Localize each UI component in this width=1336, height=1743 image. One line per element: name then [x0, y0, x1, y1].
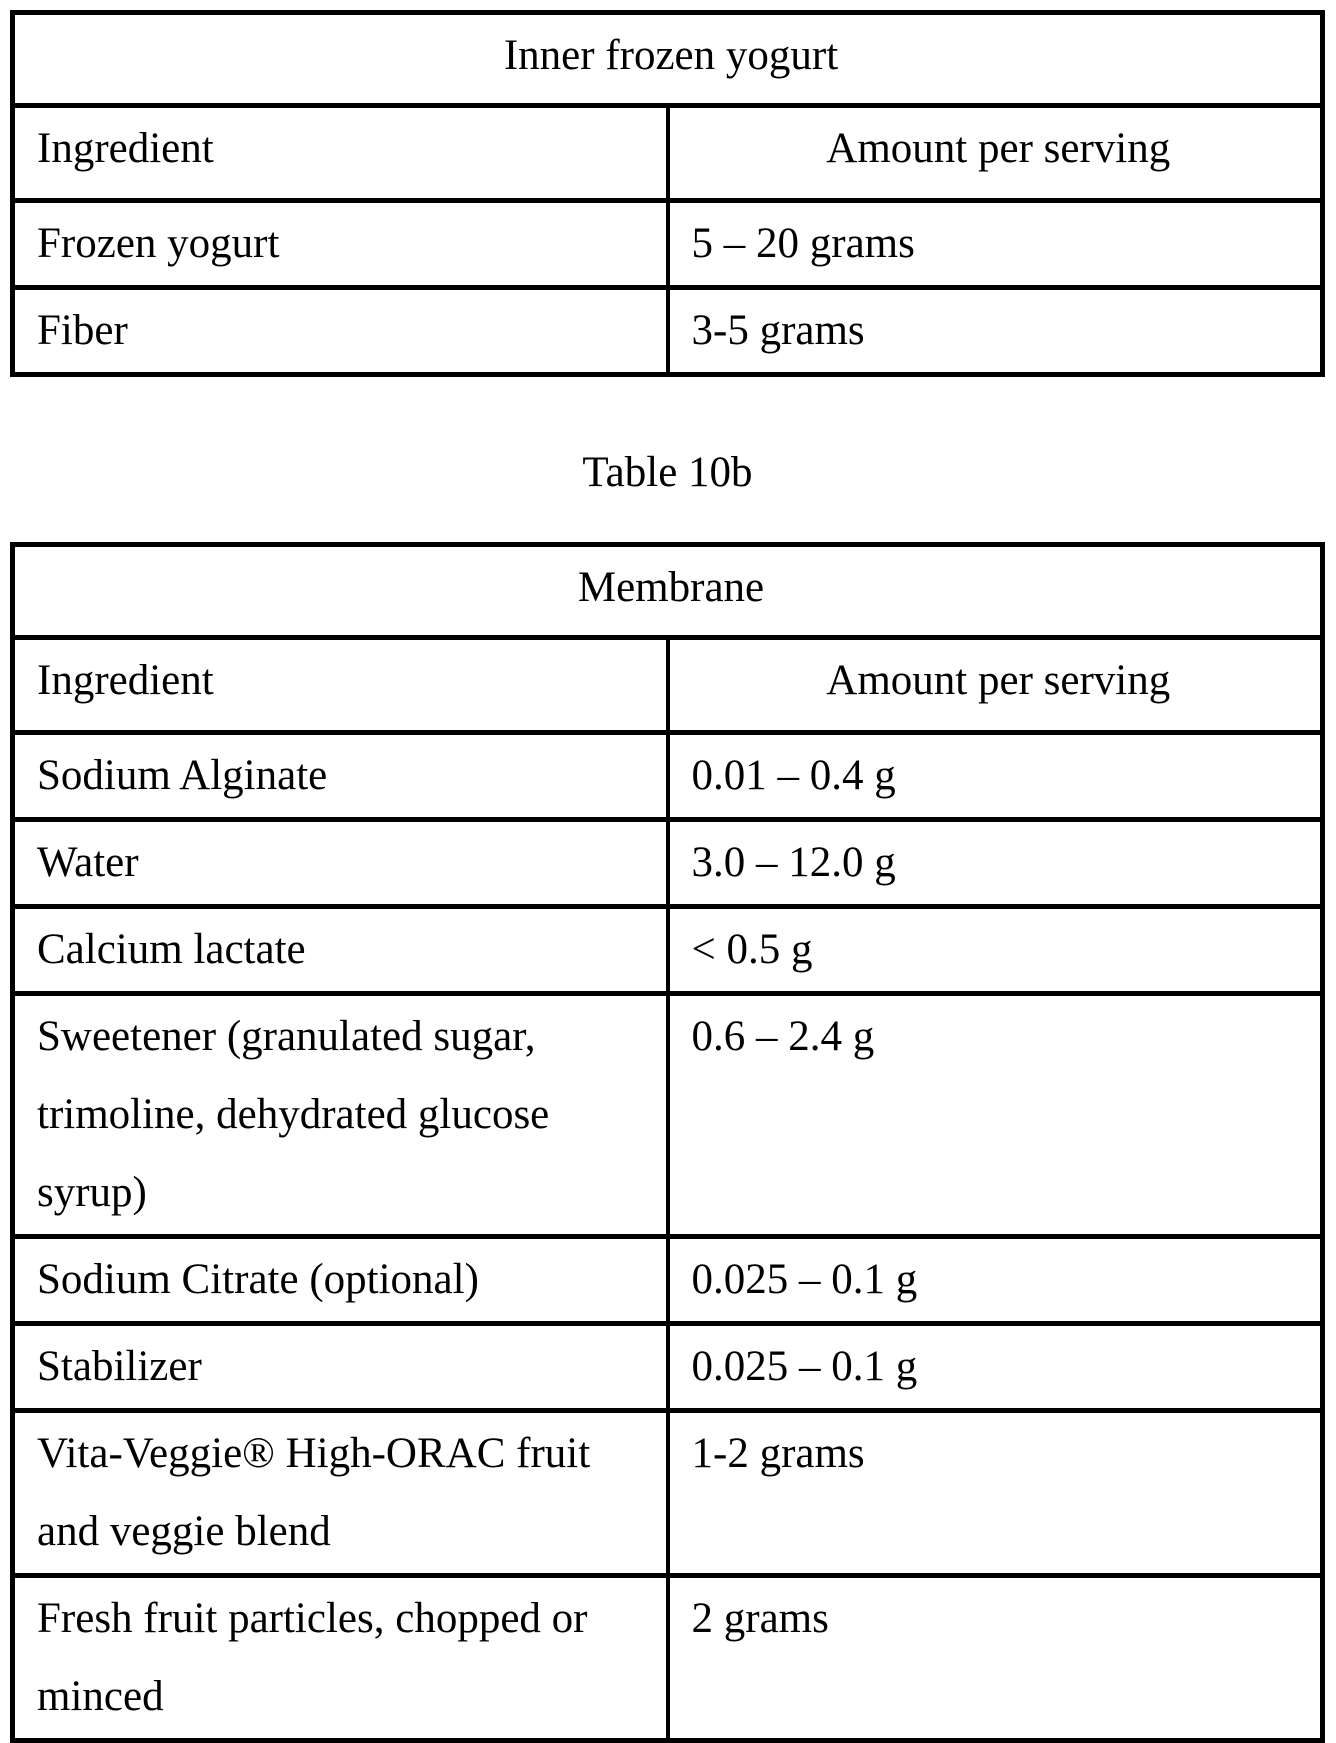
table-header-row — [13, 106, 1323, 201]
table-body — [13, 201, 1323, 375]
ingredient-cell: Frozen yogurt — [13, 201, 668, 288]
table-body — [13, 733, 1323, 1741]
column-header-ingredient: Ingredient — [13, 106, 668, 201]
ingredient-cell: Fresh fruit particles, chopped or minced — [13, 1576, 668, 1741]
table-row — [13, 994, 1323, 1237]
table-title-row — [13, 13, 1323, 106]
amount-cell: 0.01 – 0.4 g — [668, 733, 1323, 820]
amount-cell: 0.025 – 0.1 g — [668, 1324, 1323, 1411]
membrane-table — [10, 542, 1325, 1743]
amount-cell: 0.025 – 0.1 g — [668, 1237, 1323, 1324]
ingredient-cell: Water — [13, 820, 668, 907]
column-header-amount: Amount per serving — [668, 106, 1323, 201]
table-title-row — [13, 545, 1323, 638]
ingredient-cell: Calcium lactate — [13, 907, 668, 994]
ingredient-cell: Sweetener (granulated sugar, trimoline, dehydrated glucose syrup) — [13, 994, 668, 1237]
amount-cell: 5 – 20 grams — [668, 201, 1323, 288]
amount-cell: 2 grams — [668, 1576, 1323, 1741]
ingredient-cell: Sodium Alginate — [13, 733, 668, 820]
table-header-row — [13, 638, 1323, 733]
ingredient-cell: Sodium Citrate (optional) — [13, 1237, 668, 1324]
amount-cell: 3.0 – 12.0 g — [668, 820, 1323, 907]
ingredient-cell: Fiber — [13, 288, 668, 375]
table-row — [13, 1576, 1323, 1741]
table-title: Inner frozen yogurt — [13, 13, 1323, 106]
table-row — [13, 1237, 1323, 1324]
inner-frozen-yogurt-table — [10, 10, 1325, 377]
table-row — [13, 1411, 1323, 1576]
table-row — [13, 1324, 1323, 1411]
amount-cell: 1-2 grams — [668, 1411, 1323, 1576]
table-row — [13, 288, 1323, 375]
table-row — [13, 733, 1323, 820]
table-row — [13, 820, 1323, 907]
column-header-amount: Amount per serving — [668, 638, 1323, 733]
table-row — [13, 201, 1323, 288]
ingredient-cell: Vita-Veggie® High-ORAC fruit and veggie blend — [13, 1411, 668, 1576]
amount-cell: 3-5 grams — [668, 288, 1323, 375]
column-header-ingredient: Ingredient — [13, 638, 668, 733]
amount-cell: 0.6 – 2.4 g — [668, 994, 1323, 1237]
table-caption: Table 10b — [582, 449, 753, 496]
ingredient-cell: Stabilizer — [13, 1324, 668, 1411]
amount-cell: < 0.5 g — [668, 907, 1323, 994]
table-row — [13, 907, 1323, 994]
table-title: Membrane — [13, 545, 1323, 638]
